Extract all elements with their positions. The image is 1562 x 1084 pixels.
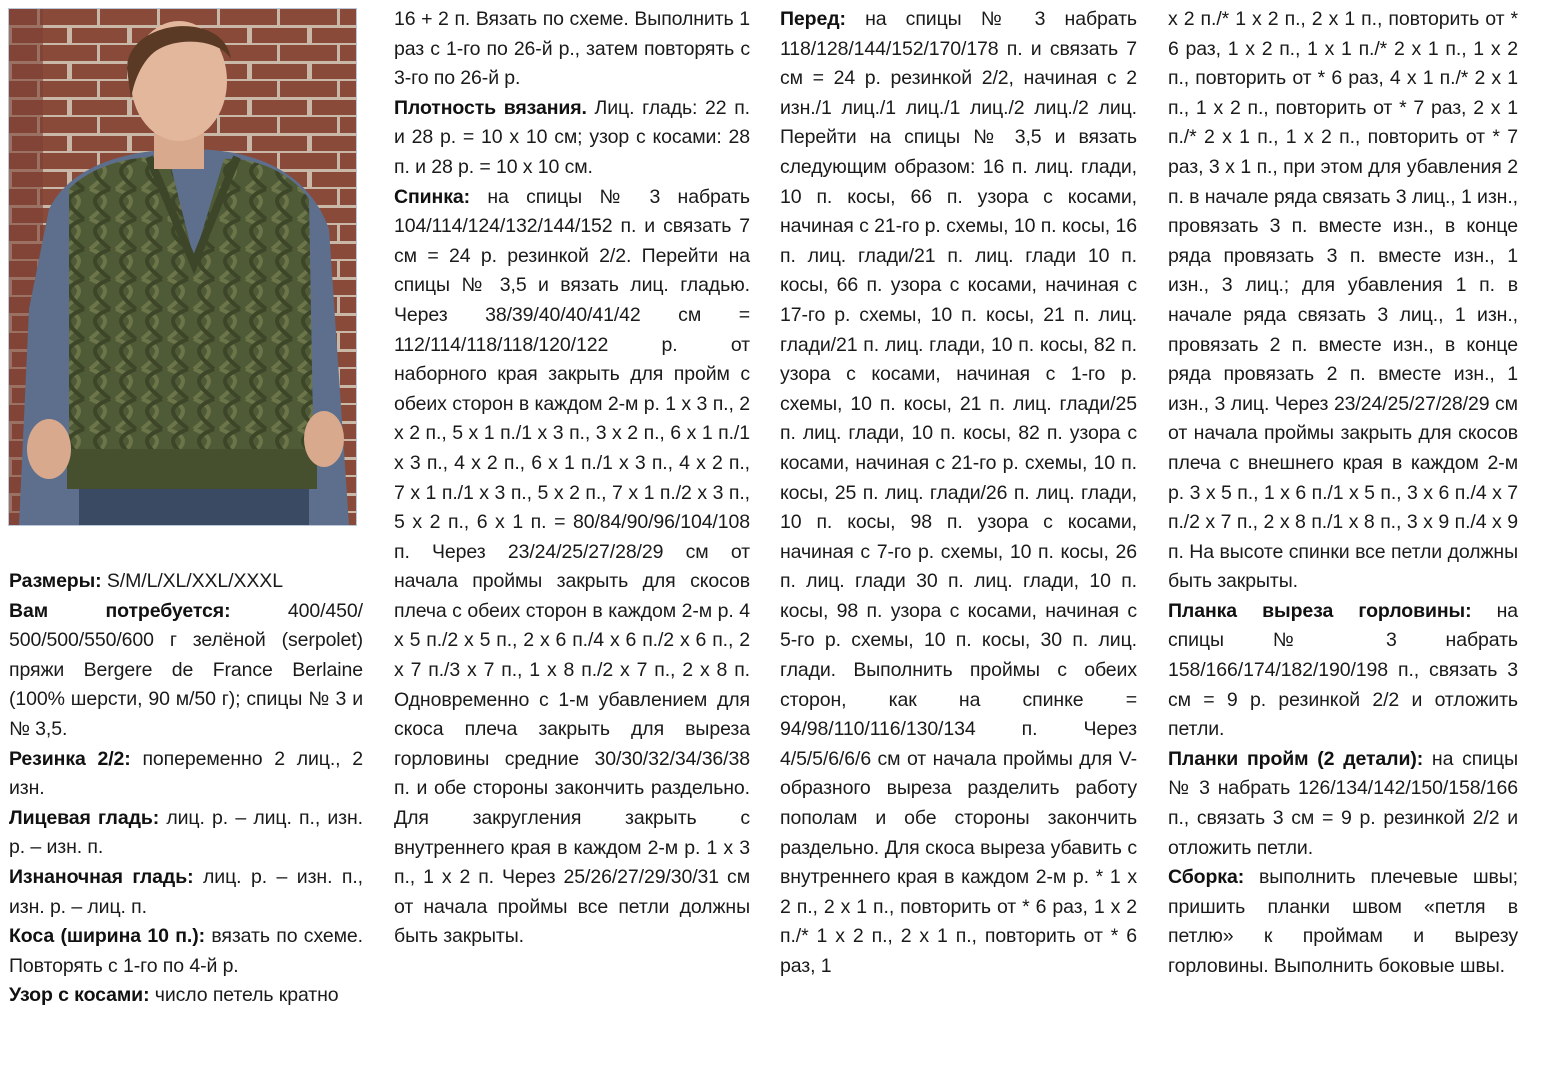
stst-paragraph xyxy=(9,804,363,863)
model-photo xyxy=(8,8,357,526)
column-2 xyxy=(394,5,750,952)
assembly-label: Сборка: xyxy=(1168,866,1245,889)
front-continuation: х 2 п./* 1 х 2 п., 2 х 1 п., повторить от * 6 раз, 1 х 2 п., 1 х 1 п./* 2 х 1 п., 1 х 2 п., повторить от * 6 раз, 4 х 1 п./* 2 х 1 п., 1 х 2 п., повторить от * 7 раз, 2 х 1 п./* 2 х 1 п., 1 х 2 п., повторить от * 7 раз, 3 х 1 п., при этом для убавления 2 п. в начале ряда связать 3 лиц., 1 изн., провязать 3 п. вместе изн., в конце ряда провязать 3 п. вместе изн., 1 изн., 3 лиц.; для убавления 1 п. в начале ряда связать 3 лиц., 1 изн., провязать 2 п. вместе изн., в конце ряда провязать 2 п. вместе изн., 1 изн., 3 лиц. Через 23/24/25/27/28/29 см от начала проймы закрыть для скосов плеча с внешнего края в каждом 2-м р. 3 х 5 п., 1 х 6 п./1 х 5 п., 3 х 6 п./4 х 7 п./2 х 7 п., 2 х 8 п./1 х 8 п., 3 х 9 п./4 х 9 п. На высоте спинки все петли должны быть закрыты. xyxy=(1168,8,1518,593)
column-4 xyxy=(1168,5,1518,982)
man-in-cable-vest-illustration xyxy=(9,9,356,525)
cable-pattern-paragraph xyxy=(9,981,363,1011)
revstst-text: лиц. р. – изн. п., изн. р. – лиц. п. xyxy=(9,865,363,918)
stst-label: Лицевая гладь: xyxy=(9,806,160,829)
front-text: на спицы № 3 набрать 118/128/144/152/170/178 п. и связать 7 см = 24 р. резинкой 2/2, начиная с 2 изн./1 лиц./1 лиц./1 лиц./2 лиц./2 лиц. Перейти на спицы № 3,5 и вязать следующим образом: 16 п. лиц. глади, 10 п. косы, 66 п. узора с косами, начиная с 21-го р. схемы, 10 п. косы, 16 п. лиц. глади/21 п. лиц. глади 10 п. косы, 66 п. узора с косами, начиная с 17-го р. схемы, 10 п. косы, 21 п. лиц. глади/21 п. лиц. глади, 10 п. косы, 82 п. узора с косами, начиная с 1-го р. схемы, 10 п. косы, 21 п. лиц. глади/25 п. лиц. глади, 10 п. косы, 82 п. узора с косами, начиная с 21-го р. схемы, 10 п. косы, 25 п. лиц. глади/26 п. лиц. глади, 10 п. косы, 98 п. узора с косами, начиная с 7-го р. схемы, 10 п. косы, 26 п. лиц. глади 30 п. лиц. глади, 10 п. косы, 98 п. узора с косами, начиная с 5-го р. схемы, 10 п. косы, 30 п. лиц. глади. Выполнить проймы с обеих сторон, как на спинке = 94/98/110/116/130/134 п. Через 4/5/5/6/6/6 см от начала проймы для V-образного выреза разделить работу пополам и обе стороны закончить раздельно. Для скоса выреза убавить с внутреннего края в каждом 2-м р. * 1 х 2 п., 2 х 1 п., повторить от * 6 раз, 1 х 2 п./* 1 х 2 п., 2 х 1 п., повторить от * 6 раз, 1 xyxy=(780,8,1137,977)
front-label: Перед: xyxy=(780,8,846,30)
neckband-paragraph xyxy=(1168,597,1518,745)
back-text: на спицы № 3 набрать 104/114/124/132/144/152 п. и связать 7 см = 24 р. резинкой 2/2. Перейти на спицы № 3,5 и вязать лиц. гладью. Через 38/39/40/40/41/42 см = 112/114/118/118/120/122 р. от наборного края закрыть для пройм с обеих сторон в каждом 2-м р. 1 х 3 п., 2 х 2 п., 5 х 1 п./1 х 3 п., 3 х 2 п., 6 х 1 п./1 х 3 п., 4 х 2 п., 6 х 1 п./1 х 3 п., 4 х 2 п., 7 х 1 п./1 х 3 п., 5 х 2 п., 7 х 1 п./2 х 3 п., 5 х 2 п., 6 х 1 п. = 80/84/90/96/104/108 п. Через 23/24/25/27/28/29 см от начала проймы закрыть для скосов плеча с обеих сторон в каждом 2-м р. 4 х 5 п./2 х 5 п., 2 х 6 п./4 х 6 п./2 х 6 п., 2 х 7 п./3 х 7 п., 1 х 8 п./2 х 7 п., 2 х 8 п. Одновременно с 1-м убавлением для скоса плеча закрыть для выреза горловины средние 30/30/32/34/36/38 п. и обе стороны закончить раздельно. Для закругления закрыть с внутреннего края в каждом 2-м р. 1 х 3 п., 1 х 2 п. Через 25/26/27/29/30/31 см от начала проймы все петли должны быть закрыты. xyxy=(394,185,750,948)
rib-paragraph xyxy=(9,745,363,804)
revstst-paragraph xyxy=(9,863,363,922)
materials-text: 400/450/ 500/500/550/600 г зелёной (serpolet) пряжи Bergere de France Berlaine (100% шерсти, 90 м/50 г); спицы № 3 и № 3,5. xyxy=(9,599,363,740)
stst-text: лиц. р. – лиц. п., изн. р. – изн. п. xyxy=(9,806,363,859)
sizes-label: Размеры: xyxy=(9,570,102,592)
cable-pattern-text: число петель кратно xyxy=(149,984,339,1007)
cable-pattern-continuation: 16 + 2 п. Вязать по схеме. Выполнить 1 раз с 1-го по 26-й р., затем повторять с 3-го по 26-й р. xyxy=(394,8,750,90)
gauge-text: Лиц. гладь: 22 п. и 28 р. = 10 х 10 см; узор с косами: 28 п. и 28 р. = 10 х 10 см. xyxy=(394,96,750,178)
sizes-text: S/M/L/XL/XXL/XXXL xyxy=(101,570,283,592)
column-1 xyxy=(9,567,363,1011)
gauge-paragraph xyxy=(394,94,750,183)
back-paragraph xyxy=(394,183,750,952)
armband-paragraph xyxy=(1168,745,1518,863)
gauge-label: Плотность вязания. xyxy=(394,96,587,119)
revstst-label: Изнаночная гладь: xyxy=(9,865,194,888)
cable-paragraph xyxy=(9,922,363,981)
cable-text: вязать по схеме. Повторять с 1-го по 4-й р. xyxy=(9,925,363,977)
rib-label: Резинка 2/2: xyxy=(9,747,131,770)
sizes-paragraph xyxy=(9,567,363,597)
assembly-paragraph xyxy=(1168,863,1518,981)
materials-label: Вам потребуется: xyxy=(9,599,231,622)
cable-pattern-label: Узор с косами: xyxy=(9,984,150,1007)
armband-label: Планки пройм (2 детали): xyxy=(1168,747,1424,770)
armband-text: на спицы № 3 набрать 126/134/142/150/158/166 п., связать 3 см = 9 р. резинкой 2/2 и отложить петли. xyxy=(1168,747,1519,859)
back-label: Спинка: xyxy=(394,185,471,208)
neckband-label: Планка выреза горловины: xyxy=(1168,599,1472,622)
cable-label: Коса (ширина 10 п.): xyxy=(9,925,205,948)
column-3 xyxy=(780,5,1137,982)
assembly-text: выполнить плечевые швы; пришить планки швом «петля в петлю» к проймам и вырезу горловины. Выполнить боковые швы. xyxy=(1168,866,1518,977)
neckband-text: на спицы № 3 набрать 158/166/174/182/190/198 п., связать 3 см = 9 р. резинкой 2/2 и отложить петли. xyxy=(1168,599,1519,741)
rib-text: попеременно 2 лиц., 2 изн. xyxy=(9,747,363,800)
front-paragraph xyxy=(780,5,1137,982)
materials-paragraph xyxy=(9,597,363,745)
